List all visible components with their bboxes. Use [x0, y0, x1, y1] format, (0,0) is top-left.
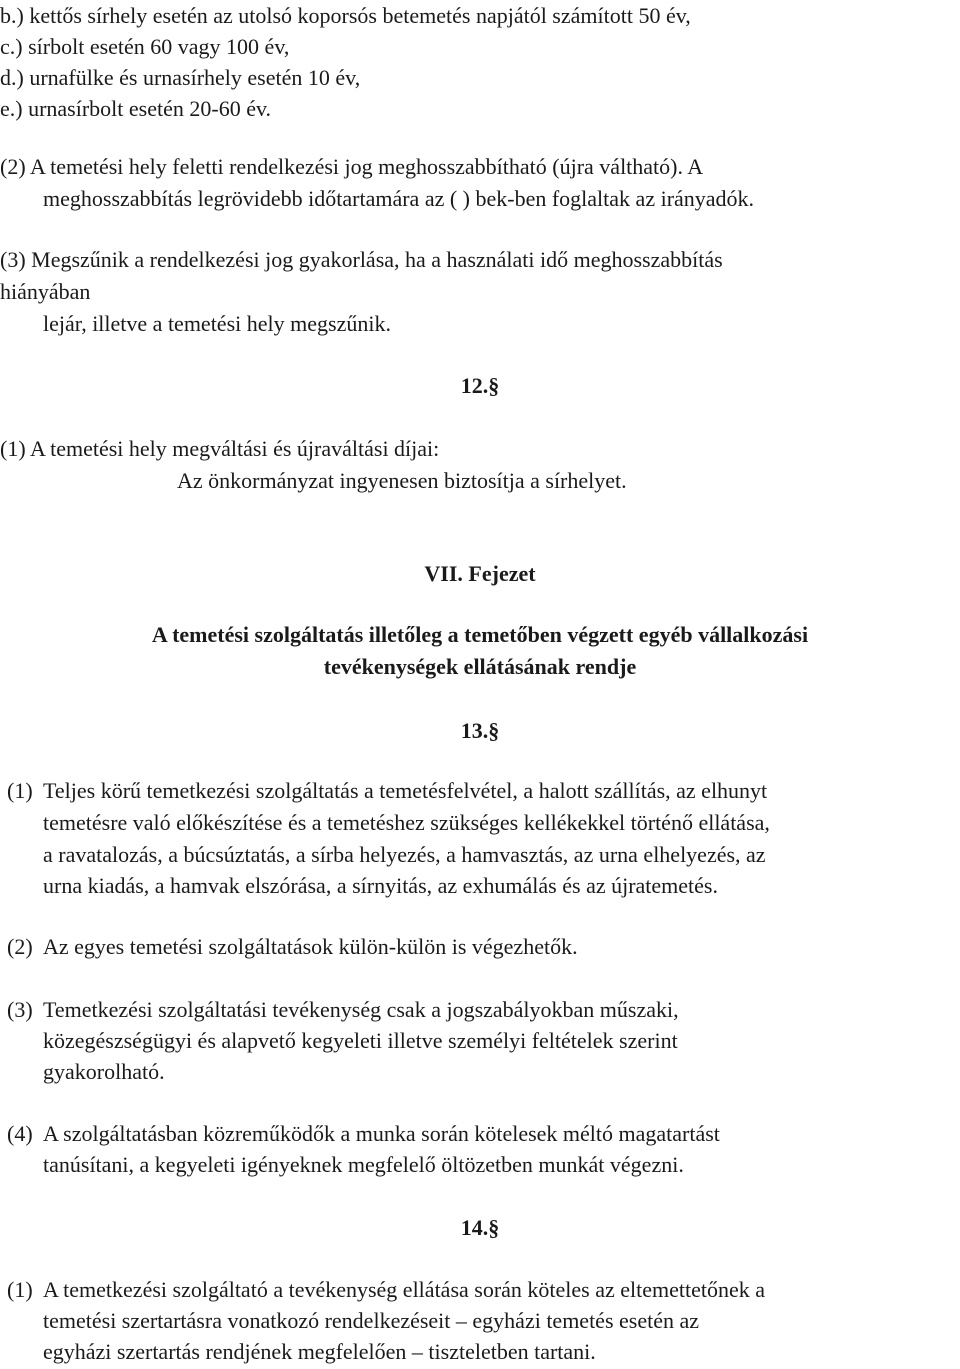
section-13-heading: 13.§ — [460, 718, 500, 743]
list-item-b: b.) kettős sírhely esetén az utolsó koporsós betemetés napjától számított 50 év, — [0, 3, 691, 28]
paragraph-13-1-line4: urna kiadás, a hamvak elszórása, a sírnyitás, az exhumálás és az újratemetés. — [43, 873, 718, 898]
paragraph-13-1-line1: Teljes körű temetkezési szolgáltatás a temetésfelvétel, a halott szállítás, az elhunyt — [43, 778, 768, 803]
paragraph-14-1-marker: (1) — [7, 1277, 33, 1302]
paragraph-11-2-line2: meghosszabbítás legrövidebb időtartamára az ( ) bek-ben foglaltak az irányadók. — [43, 186, 755, 211]
paragraph-13-3-line3: gyakorolható. — [43, 1059, 165, 1084]
paragraph-14-1-line3: egyházi szertartás rendjének megfelelően – tiszteletben tartani. — [43, 1339, 596, 1364]
paragraph-12-1-line2: Az önkormányzat ingyenesen biztosítja a sírhelyet. — [177, 468, 627, 493]
paragraph-13-3-line1: Temetkezési szolgáltatási tevékenység csak a jogszabályokban műszaki, — [43, 997, 679, 1022]
paragraph-14-1-line2: temetési szertartásra vonatkozó rendelkezéseit – egyházi temetés esetén az — [43, 1308, 700, 1333]
section-12-heading: 12.§ — [460, 373, 500, 398]
paragraph-11-2-line1: (2) A temetési hely feletti rendelkezési jog meghosszabbítható (újra váltható). A — [0, 154, 704, 179]
paragraph-13-1-line3: a ravatalozás, a búcsúztatás, a sírba helyezés, a hamvasztás, az urna elhelyezés, az — [43, 842, 766, 867]
paragraph-14-1-line1: A temetkezési szolgáltató a tevékenység ellátása során köteles az eltemettetőnek a — [43, 1277, 766, 1302]
chapter-number: VII. Fejezet — [424, 561, 536, 586]
paragraph-13-4-marker: (4) — [7, 1121, 33, 1146]
paragraph-12-1-line1: (1) A temetési hely megváltási és újraváltási díjai: — [0, 436, 440, 461]
list-item-e: e.) urnasírbolt esetén 20-60 év. — [0, 96, 272, 121]
paragraph-11-3-line3: lejár, illetve a temetési hely megszűnik. — [43, 311, 391, 336]
list-item-d: d.) urnafülke és urnasírhely esetén 10 év, — [0, 65, 361, 90]
paragraph-13-1-marker: (1) — [7, 778, 33, 803]
chapter-title-line1: A temetési szolgáltatás illetőleg a temetőben végzett egyéb vállalkozási — [151, 622, 809, 647]
paragraph-13-1-line2: temetésre való előkészítése és a temetéshez szükséges kellékekkel történő ellátása, — [43, 810, 770, 835]
paragraph-13-3-marker: (3) — [7, 997, 33, 1022]
paragraph-13-2-marker: (2) — [7, 934, 33, 959]
chapter-title-line2: tevékenységek ellátásának rendje — [323, 654, 637, 679]
paragraph-11-3-line1: (3) Megszűnik a rendelkezési jog gyakorlása, ha a használati idő meghosszabbítás — [0, 247, 723, 272]
section-14-heading: 14.§ — [460, 1215, 500, 1240]
paragraph-13-3-line2: közegészségügyi és alapvető kegyeleti illetve személyi feltételek szerint — [43, 1028, 678, 1053]
list-item-c: c.) sírbolt esetén 60 vagy 100 év, — [0, 34, 290, 59]
paragraph-13-2-line1: Az egyes temetési szolgáltatások külön-külön is végezhetők. — [43, 934, 578, 959]
paragraph-13-4-line2: tanúsítani, a kegyeleti igényeknek megfelelő öltözetben munkát végezni. — [43, 1152, 684, 1177]
paragraph-11-3-line2: hiányában — [0, 279, 91, 304]
paragraph-13-4-line1: A szolgáltatásban közreműködők a munka során kötelesek méltó magatartást — [43, 1121, 720, 1146]
